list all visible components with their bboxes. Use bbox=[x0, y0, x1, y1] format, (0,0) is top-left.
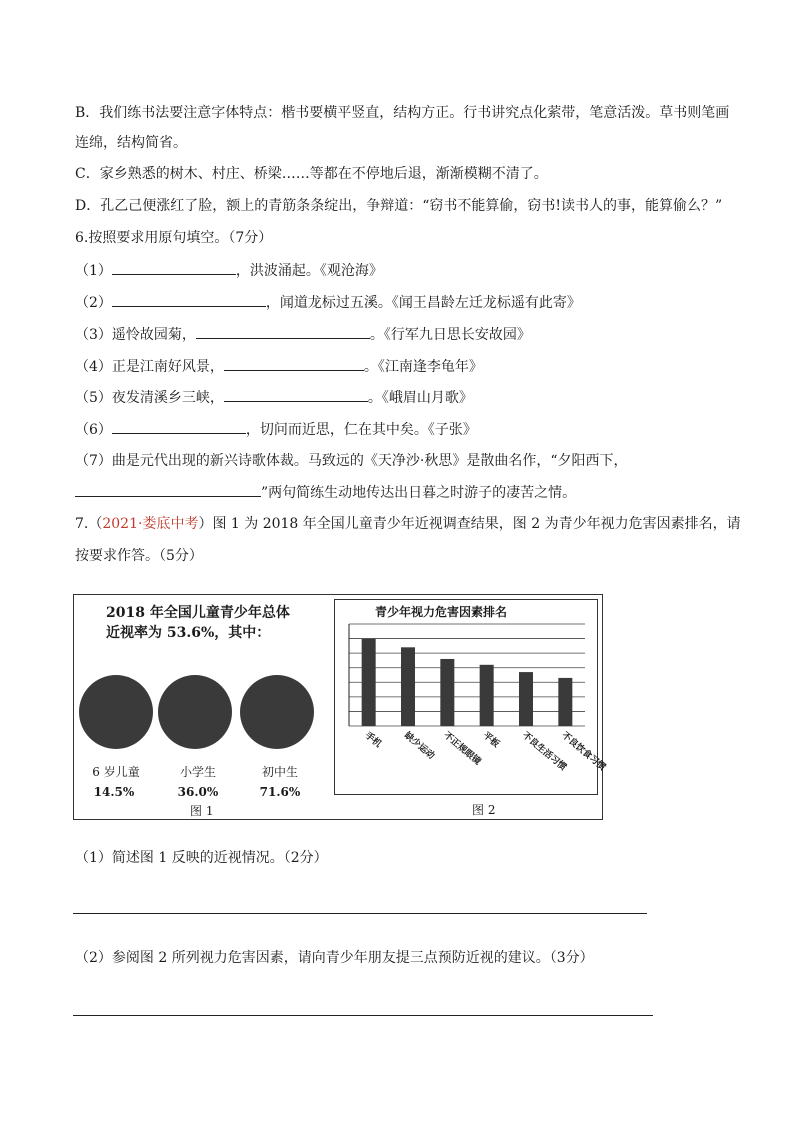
circle-primary bbox=[158, 675, 232, 749]
figure-2-caption: 图 2 bbox=[472, 803, 496, 817]
category-label: 缺少运动 bbox=[402, 730, 437, 762]
option-b-line1: B．我们练书法要注意字体特点：楷书要横平竖直，结构方正。行书讲究点化萦带，笔意活泼。草书则笔画 bbox=[75, 105, 730, 121]
bar bbox=[401, 647, 415, 726]
fill-2-suffix: ，闻道龙标过五溪。《闻王昌龄左迁龙标遥有此寄》 bbox=[265, 295, 581, 311]
fill-5-blank[interactable] bbox=[224, 387, 368, 402]
bar bbox=[440, 659, 454, 726]
question-7-line1 bbox=[75, 514, 741, 534]
fill-1-prefix: （1） bbox=[75, 263, 112, 279]
figure-2 bbox=[334, 599, 608, 795]
question-6-title: 6.按照要求用原句填空。（7分） bbox=[75, 230, 273, 246]
figure-1-title-line1: 2018 年全国儿童青少年总体 bbox=[106, 605, 290, 621]
figure-frame bbox=[73, 594, 608, 820]
fill-4 bbox=[75, 356, 483, 377]
label-children: 6 岁儿童 bbox=[92, 765, 140, 779]
category-label: 不良饮食习惯 bbox=[559, 730, 608, 774]
option-c: C．家乡熟悉的树木、村庄、桥梁……等都在不停地后退，渐渐模糊不清了。 bbox=[75, 166, 548, 182]
fill-7-line2 bbox=[75, 482, 576, 503]
fill-1-suffix: ，洪波涌起。《观沧海》 bbox=[235, 263, 383, 279]
fill-7-suffix: ”两句简练生动地传达出日暮之时游子的凄苦之情。 bbox=[261, 485, 577, 501]
fill-4-prefix: （4）正是江南好风景， bbox=[75, 359, 224, 375]
fill-5-prefix: （5）夜发清溪乡三峡， bbox=[75, 390, 224, 406]
fill-6 bbox=[75, 419, 477, 440]
subquestion-2: （2）参阅图 2 所列视力危害因素，请向青少年朋友提三点预防近视的建议。（3分） bbox=[75, 950, 594, 966]
fill-3-blank[interactable] bbox=[196, 324, 370, 339]
fill-3-suffix: 。《行军九日思长安故园》 bbox=[369, 327, 531, 343]
subquestion-1: （1）简述图 1 反映的近视情况。（2分） bbox=[75, 850, 328, 866]
category-label: 平板 bbox=[480, 730, 501, 750]
value-junior: 71.6% bbox=[259, 785, 301, 799]
fill-1-blank[interactable] bbox=[112, 260, 236, 275]
q7-source: 2021·娄底中考 bbox=[102, 516, 199, 532]
q7-text: ）图 1 为 2018 年全国儿童青少年近视调查结果，图 2 为青少年视力危害因素排名，请 bbox=[198, 516, 741, 532]
bar-chart bbox=[335, 600, 608, 794]
bar bbox=[558, 678, 572, 726]
bar bbox=[519, 672, 533, 726]
bar bbox=[362, 639, 376, 726]
category-label: 手机 bbox=[362, 730, 383, 750]
answer-line-2[interactable] bbox=[73, 1015, 653, 1016]
category-label: 不良生活习惯 bbox=[520, 730, 568, 774]
circle-children bbox=[79, 675, 153, 749]
fill-7-blank[interactable] bbox=[75, 482, 261, 497]
fill-5-suffix: 。《峨眉山月歌》 bbox=[367, 390, 473, 406]
label-junior: 初中生 bbox=[261, 765, 298, 779]
fill-4-blank[interactable] bbox=[224, 356, 364, 371]
figure-1-title bbox=[106, 603, 290, 643]
question-7-line2: 按要求作答。（5分） bbox=[75, 548, 203, 564]
fill-4-suffix: 。《江南逢李龟年》 bbox=[363, 359, 483, 375]
option-d: D．孔乙己便涨红了脸，额上的青筋条条绽出，争辩道：“窃书不能算偷，窃书!读书人的事，能算偷么？” bbox=[75, 198, 723, 214]
value-children: 14.5% bbox=[93, 785, 135, 799]
option-b-line2: 连绵，结构简省。 bbox=[75, 135, 187, 151]
figure-1-title-line2: 近视率为 53.6%，其中： bbox=[106, 625, 271, 641]
fill-6-prefix: （6） bbox=[75, 422, 112, 438]
fill-6-blank[interactable] bbox=[112, 419, 246, 434]
figure-1 bbox=[74, 595, 332, 819]
fill-2-prefix: （2） bbox=[75, 295, 112, 311]
fill-2-blank[interactable] bbox=[112, 292, 266, 307]
fill-3-prefix: （3）遥怜故园菊， bbox=[75, 327, 196, 343]
fill-2 bbox=[75, 292, 581, 313]
label-primary: 小学生 bbox=[179, 765, 216, 779]
value-primary: 36.0% bbox=[177, 785, 219, 799]
chart-title: 青少年视力危害因素排名 bbox=[375, 605, 508, 619]
answer-line-1[interactable] bbox=[73, 913, 647, 914]
fill-5 bbox=[75, 387, 473, 408]
fill-1 bbox=[75, 260, 383, 281]
q7-number: 7.（ bbox=[75, 516, 103, 532]
figure-1-caption: 图 1 bbox=[190, 804, 214, 818]
bar bbox=[480, 665, 494, 726]
fill-3 bbox=[75, 324, 531, 345]
fill-7-line1: （7）曲是元代出现的新兴诗歌体裁。马致远的《天净沙·秋思》是散曲名作，“夕阳西下， bbox=[75, 453, 628, 469]
category-label: 不正规眼镜 bbox=[441, 730, 483, 768]
fill-6-suffix: ，切问而近思，仁在其中矣。《子张》 bbox=[245, 422, 477, 438]
circle-junior bbox=[240, 675, 314, 749]
